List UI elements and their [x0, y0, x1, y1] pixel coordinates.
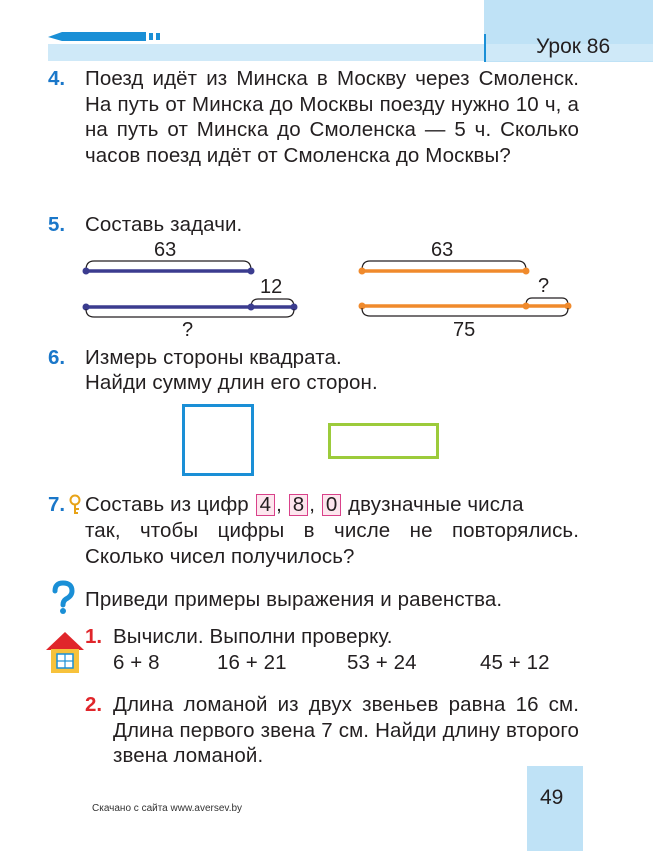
- task-4-text: Поезд идёт из Минска в Москву через Смоленск. На путь от Минска до Москвы поезду нужно 10 ч, а на путь от Минска до Смоленска — 5 ч. Сколько часов поезд идёт от Смоленска до Москвы?: [85, 67, 579, 167]
- small-label-left: 12: [260, 276, 283, 298]
- header-divider: [482, 32, 492, 64]
- bottom-label-right: 75: [453, 319, 476, 341]
- segment-diagram-right: [352, 237, 578, 345]
- task-5-text: Составь задачи.: [85, 213, 243, 236]
- home-1-text: Вычисли. Выполни проверку.: [113, 625, 393, 648]
- question-text: Приведи примеры выражения и равенства.: [85, 588, 503, 611]
- bottom-brace-left: [86, 309, 294, 317]
- task-5-number: 5.: [48, 213, 66, 236]
- header-arrow-decoration: [48, 30, 168, 44]
- digit-separator: ,: [309, 493, 316, 516]
- page-number: 49: [540, 786, 564, 809]
- task-6-number: 6.: [48, 346, 66, 369]
- small-label-right: ?: [538, 275, 550, 297]
- top-label-left: 63: [154, 239, 177, 261]
- small-brace-right: [526, 298, 568, 305]
- expression-3: 53 + 24: [347, 651, 417, 674]
- question-mark-icon: [48, 580, 78, 614]
- lesson-title: Урок 86: [536, 35, 611, 58]
- source-caption: Скачано с сайта www.aversev.by: [92, 803, 243, 814]
- digit-box-8: 8: [289, 494, 309, 516]
- expression-1: 6 + 8: [113, 651, 160, 674]
- home-1-number: 1.: [85, 625, 103, 648]
- bottom-label-left: ?: [182, 319, 194, 341]
- task-7-number: 7.: [48, 493, 66, 516]
- task-6-line-1: Измерь стороны квадрата.: [85, 346, 342, 369]
- green-rectangle-shape: [328, 423, 439, 459]
- task-6-line-2: Найди сумму длин его сторон.: [85, 371, 378, 394]
- digit-separator: ,: [276, 493, 282, 516]
- task-7-line-1: [85, 492, 579, 518]
- expression-4: 45 + 12: [480, 651, 550, 674]
- key-icon: [67, 494, 83, 516]
- house-icon: [44, 630, 86, 676]
- segment-diagram-left: [78, 237, 304, 345]
- task-7-text: так, чтобы цифры в числе не повторялись. Сколько чисел получилось?: [85, 519, 579, 568]
- home-2-text: Длина ломаной из двух звеньев равна 16 см. Длина первого звена 7 см. Найди длину второго звена ломаной.: [113, 693, 579, 768]
- top-brace-right: [362, 261, 526, 270]
- task-7-prefix: Составь из цифр: [85, 493, 249, 516]
- digit-box-0: 0: [322, 494, 342, 516]
- digit-box-4: 4: [256, 494, 276, 516]
- task-4-number: 4.: [48, 67, 66, 90]
- expression-2: 16 + 21: [217, 651, 287, 674]
- bottom-brace-right: [362, 308, 568, 316]
- top-label-right: 63: [431, 239, 454, 261]
- square-shape: [182, 404, 254, 476]
- home-2-number: 2.: [85, 693, 103, 716]
- task-7-suffix: двузначные числа: [348, 493, 524, 516]
- top-brace-left: [86, 261, 251, 270]
